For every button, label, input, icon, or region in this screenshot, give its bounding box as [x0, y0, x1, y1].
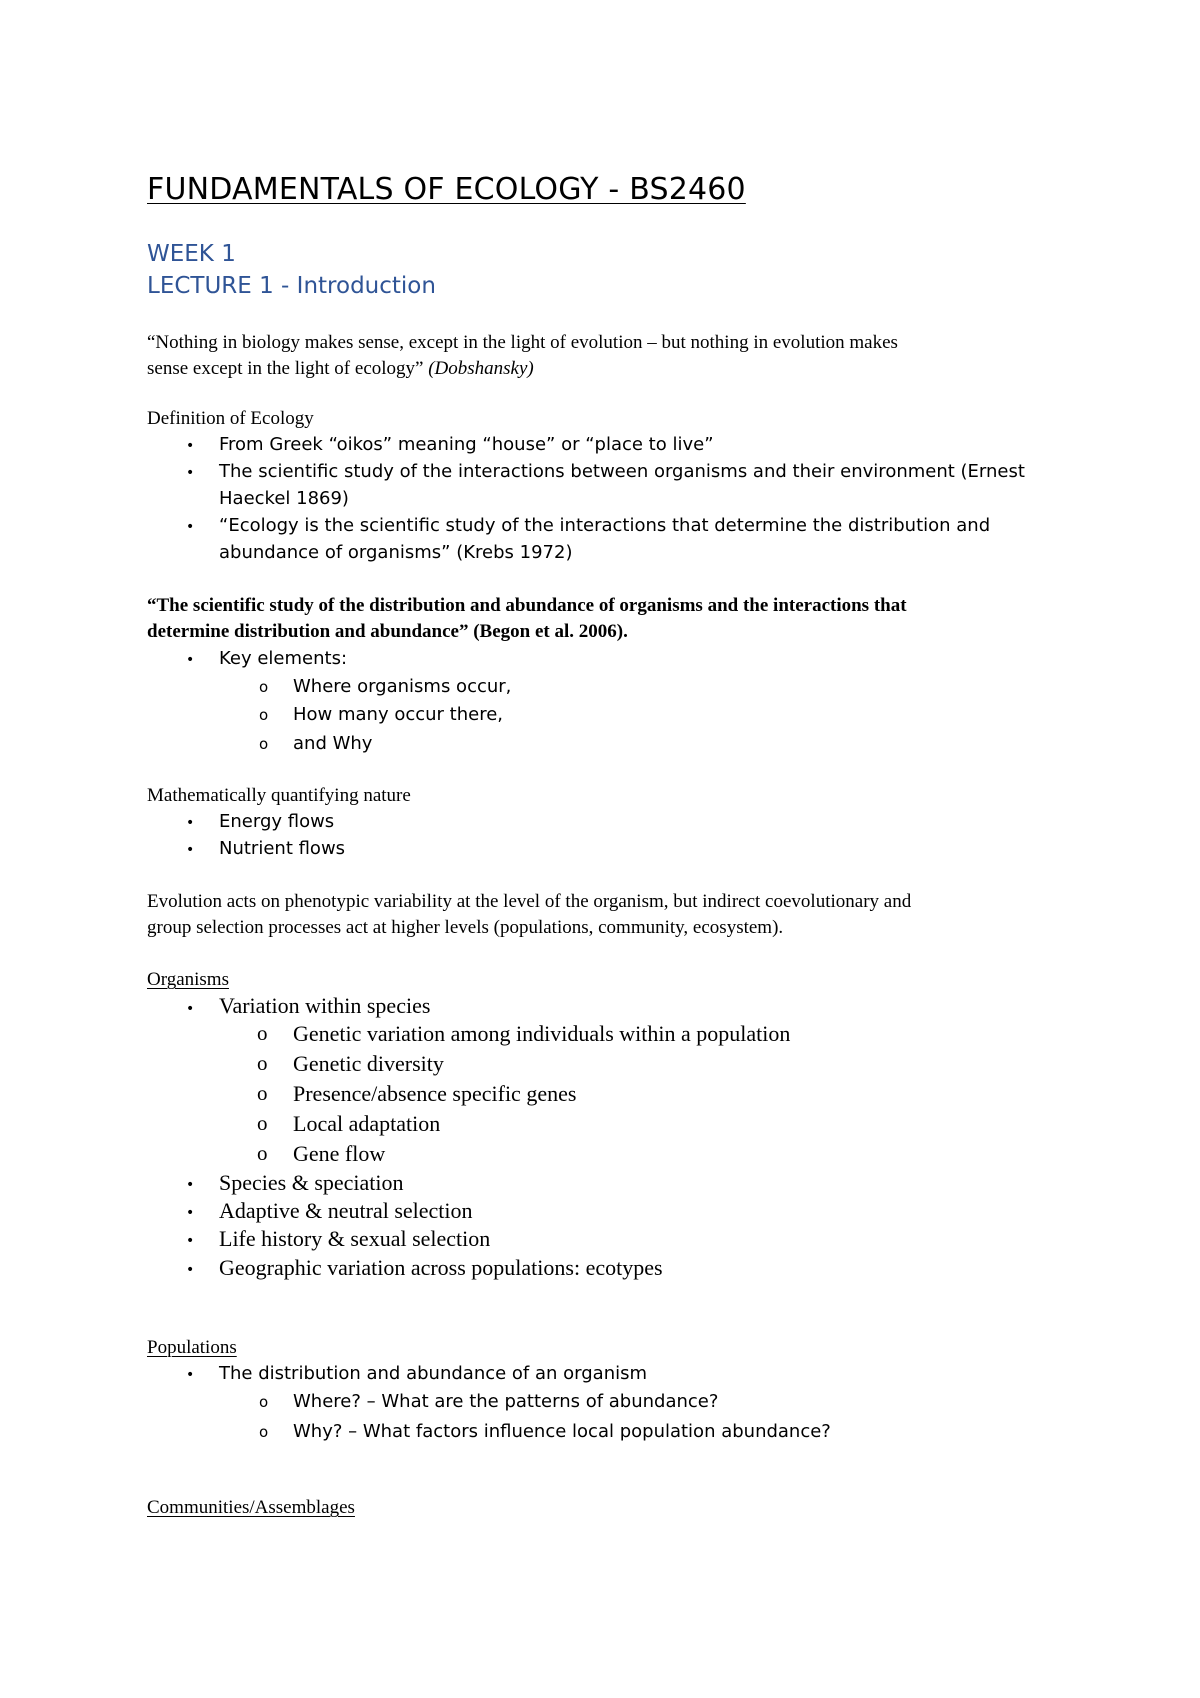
definition-item: The scientific study of the interactions between organisms and their environment (Ernest	[219, 461, 1025, 482]
organisms-subitem: Local adaptation	[293, 1111, 441, 1136]
math-item: Nutrient flows	[219, 838, 346, 859]
populations-subitem: Why? – What factors influence local population abundance?	[293, 1421, 831, 1442]
bullet-icon: •	[186, 1205, 195, 1221]
sub-bullet-icon: o	[257, 1081, 268, 1105]
organisms-subitem: Genetic variation among individuals within a population	[293, 1021, 791, 1046]
bullet-icon: •	[186, 1177, 195, 1193]
sub-bullet-icon: o	[259, 735, 269, 753]
organisms-item: Species & speciation	[219, 1170, 404, 1195]
sub-bullet-icon: o	[259, 678, 269, 696]
definition-item: From Greek “oikos” meaning “house” or “place to live”	[219, 434, 714, 455]
sub-bullet-icon: o	[257, 1141, 268, 1165]
evolution-line-2: group selection processes act at higher levels (populations, community, ecosystem).	[147, 917, 784, 938]
definition-item: “Ecology is the scientific study of the interactions that determine the distribution and	[219, 515, 991, 536]
quote-line-2	[147, 358, 534, 380]
communities-heading: Communities/Assemblages	[147, 1497, 355, 1518]
sub-bullet-icon: o	[257, 1021, 268, 1045]
sub-bullet-icon: o	[259, 1423, 269, 1441]
math-heading: Mathematically quantifying nature	[147, 785, 411, 806]
organisms-item: Geographic variation across populations: ecotypes	[219, 1255, 663, 1280]
organisms-subitem: Presence/absence specific genes	[293, 1081, 577, 1106]
populations-heading: Populations	[147, 1337, 237, 1358]
key-element-item: How many occur there,	[293, 704, 504, 725]
sub-bullet-icon: o	[259, 1393, 269, 1411]
organisms-item: Life history & sexual selection	[219, 1226, 491, 1251]
sub-bullet-icon: o	[257, 1051, 268, 1075]
key-elements-label: Key elements:	[219, 648, 348, 669]
bullet-icon: •	[186, 1233, 195, 1249]
bullet-icon: •	[186, 1367, 195, 1383]
bullet-icon: •	[186, 465, 195, 481]
sub-bullet-icon: o	[257, 1111, 268, 1135]
begon-definition-line-1: “The scientific study of the distribution and abundance of organisms and the interactions that	[147, 595, 907, 616]
key-element-item: and Why	[293, 733, 373, 754]
quote-attribution: (Dobshansky)	[428, 358, 534, 379]
bullet-icon: •	[186, 842, 195, 858]
populations-item: The distribution and abundance of an organism	[219, 1363, 648, 1384]
bullet-icon: •	[186, 438, 195, 454]
math-item: Energy flows	[219, 811, 335, 832]
definition-item-cont: abundance of organisms” (Krebs 1972)	[219, 542, 573, 563]
bullet-icon: •	[186, 652, 195, 668]
populations-subitem: Where? – What are the patterns of abundance?	[293, 1391, 719, 1412]
quote-line-1: “Nothing in biology makes sense, except in the light of evolution – but nothing in evolution makes	[147, 332, 898, 353]
organisms-subitem: Genetic diversity	[293, 1051, 444, 1076]
lecture-heading: LECTURE 1 - Introduction	[147, 273, 436, 299]
definition-heading: Definition of Ecology	[147, 408, 314, 429]
document-title: FUNDAMENTALS OF ECOLOGY - BS2460	[147, 172, 746, 207]
bullet-icon: •	[186, 1262, 195, 1278]
organisms-item: Variation within species	[219, 993, 431, 1018]
organisms-subitem: Gene flow	[293, 1141, 386, 1166]
bullet-icon: •	[186, 519, 195, 535]
evolution-line-1: Evolution acts on phenotypic variability at the level of the organism, but indirect coevolutionary and	[147, 891, 912, 912]
bullet-icon: •	[186, 815, 195, 831]
bullet-icon: •	[186, 1001, 195, 1017]
quote-text: sense except in the light of ecology”	[147, 358, 429, 379]
begon-definition-line-2: determine distribution and abundance” (Begon et al. 2006).	[147, 621, 628, 642]
sub-bullet-icon: o	[259, 706, 269, 724]
key-element-item: Where organisms occur,	[293, 676, 512, 697]
week-heading: WEEK 1	[147, 241, 236, 267]
definition-item-cont: Haeckel 1869)	[219, 488, 349, 509]
organisms-heading: Organisms	[147, 969, 229, 990]
organisms-item: Adaptive & neutral selection	[219, 1198, 473, 1223]
